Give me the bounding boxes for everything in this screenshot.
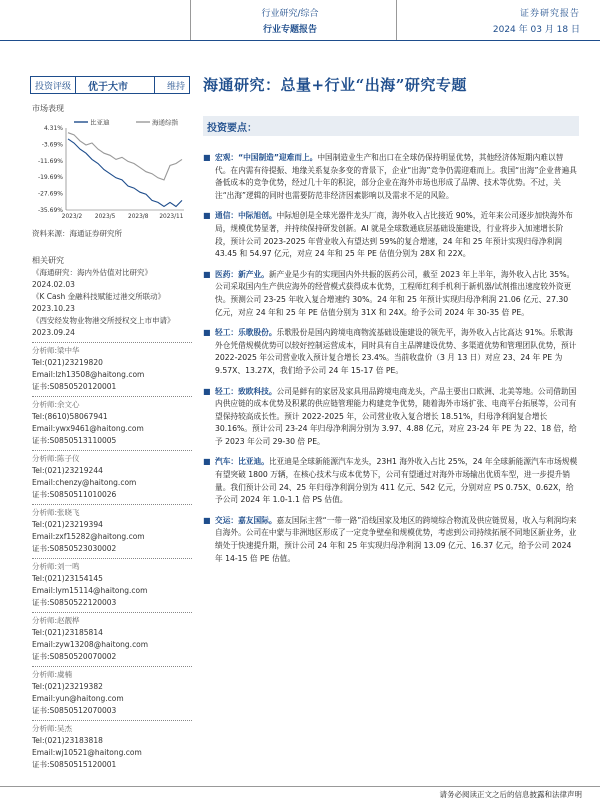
series-line-byd bbox=[68, 139, 182, 207]
legend-label: 比亚迪 bbox=[90, 118, 110, 127]
bullet-lead: 交运：嘉友国际。 bbox=[215, 515, 277, 525]
analyst-tel: Tel:(021)23185814 bbox=[32, 628, 103, 637]
bullet-marker: ■ bbox=[203, 153, 211, 162]
analyst-name: 分析师:刘一鸣 bbox=[32, 562, 80, 571]
y-tick-label: -35.69% bbox=[37, 207, 63, 214]
bullet-item bbox=[203, 515, 578, 565]
related-item[interactable] bbox=[32, 267, 192, 291]
related-date: 2023.09.24 bbox=[32, 328, 75, 337]
bullet-marker: ■ bbox=[203, 328, 211, 338]
bullet-item bbox=[203, 327, 578, 377]
bullet-marker: ■ bbox=[203, 211, 211, 221]
bullet-item bbox=[203, 152, 578, 202]
bullet-text: 中国制造业生产和出口在全球仍保持明显优势，其他经济体短期内难以替代。在内需有待提振、地缘关系复杂多变的背景下，企业“出海”竞争仍需迎难而上。我国“出海”企业普遍具备低成本的竞争优势，经过几十年的积淀，部分企业在海外市场也形成了品牌、技术等优势。不过，关注“出海”逻辑的同时也需要防范非经济因素影响以及需求不足的风险。 bbox=[215, 153, 577, 200]
header-brand: 证券研究报告 bbox=[519, 9, 580, 19]
x-tick-label: 2023/8 bbox=[128, 214, 149, 220]
analyst-block bbox=[32, 507, 192, 555]
chart-source: 资料来源：海通证券研究所 bbox=[32, 229, 122, 238]
analyst-email[interactable]: Email:zxf15282@haitong.com bbox=[32, 532, 145, 541]
analyst-separator bbox=[32, 612, 192, 613]
footer-disclaimer: 请务必阅读正文之后的信息披露和法律声明 bbox=[439, 790, 582, 799]
analyst-email[interactable]: Email:yun@haitong.com bbox=[32, 694, 124, 703]
bullet-lead: 通信：中际旭创。 bbox=[215, 211, 277, 221]
market-chart bbox=[32, 118, 192, 226]
analyst-name: 分析师:张晓飞 bbox=[32, 508, 80, 517]
analyst-tel: Tel:(021)23219394 bbox=[32, 520, 103, 529]
analyst-block bbox=[32, 669, 192, 717]
analyst-tel: Tel:(021)23183818 bbox=[32, 736, 103, 745]
y-tick-label: -19.69% bbox=[37, 174, 63, 182]
analyst-cert: 证书:S0850511010026 bbox=[32, 490, 117, 499]
header-date: 2024 年 03 月 18 日 bbox=[492, 25, 580, 35]
bullet-lead: 汽车：比亚迪。 bbox=[215, 457, 269, 467]
analyst-block bbox=[32, 399, 192, 447]
bullet-marker: ■ bbox=[203, 457, 211, 467]
bullet-list bbox=[203, 152, 578, 573]
related-title[interactable]: 《海通研究：海内外估值对比研究》 bbox=[32, 268, 152, 277]
analyst-email[interactable]: Email:chenzy@haitong.com bbox=[32, 478, 137, 487]
analyst-name: 分析师:吴杰 bbox=[32, 724, 73, 733]
analyst-cert: 证书:S0850520070002 bbox=[32, 652, 117, 661]
analyst-name: 分析师:虞楠 bbox=[32, 670, 73, 679]
analyst-block bbox=[32, 723, 192, 771]
y-tick-label: -27.69% bbox=[37, 190, 63, 198]
bullet-lead: 医药：新产业。 bbox=[215, 269, 269, 279]
bullet-text: 嘉友国际主营“一带一路”沿线国家及地区的跨境综合物流及供应链贸易，收入与利润均来自海外。公司在中蒙与非洲地区形成了一定竞争壁垒和规模优势，考虑到公司持续拓展不同地区新业务，业绩处于快速提升期，预计公司 24 年和 25 年实现归母净利润 13.09 亿元、16.37 亿元，给予公司 2024 年 14-15 倍 PE 估值。 bbox=[215, 515, 577, 563]
y-tick-label: -11.69% bbox=[37, 157, 63, 165]
analyst-email[interactable]: Email:wj10521@haitong.com bbox=[32, 748, 142, 757]
bullet-item bbox=[203, 210, 578, 260]
y-tick-label: 4.31% bbox=[43, 125, 63, 132]
bullet-text: 乐歌股份是国内跨境电商物流基础设施建设的领先平，海外收入占比高达 91%。乐歌海外仓凭借规模优势可以较好控制运营成本，同时具有自主品牌建设优势、多渠道优势和管理团队优势，预计 2022-2025 年公司营业收入预计复合增长 23.4%。当前收盘价（3 月 13 日）对应 23、24 年 PE 为 9.57X、13.27X，我们给予公司 24 年 15-17 倍 PE。 bbox=[215, 328, 577, 375]
analyst-tel: Tel:(8610)58067941 bbox=[32, 412, 108, 421]
analyst-email[interactable]: Email:lym15114@haitong.com bbox=[32, 586, 148, 595]
footer-rule bbox=[0, 786, 600, 787]
analyst-separator bbox=[32, 720, 192, 721]
analyst-separator bbox=[32, 342, 192, 343]
bullet-marker: ■ bbox=[203, 269, 211, 279]
bullet-marker: ■ bbox=[203, 386, 211, 396]
x-tick-label: 2023/5 bbox=[94, 214, 116, 220]
analyst-separator bbox=[32, 396, 192, 397]
analyst-block bbox=[32, 615, 192, 663]
market-label: 市场表现 bbox=[32, 104, 64, 113]
legend-label: 海通综指 bbox=[152, 118, 178, 127]
header-divider-right bbox=[396, 0, 397, 40]
analyst-separator bbox=[32, 504, 192, 505]
analyst-email[interactable]: Email:zyw13208@haitong.com bbox=[32, 640, 149, 649]
analyst-name: 分析师:梁中华 bbox=[32, 346, 80, 355]
analyst-cert: 证书:S0850515120001 bbox=[32, 760, 117, 769]
section-header bbox=[203, 116, 579, 136]
header-divider-left bbox=[190, 0, 191, 40]
bullet-item bbox=[203, 386, 578, 449]
bullet-marker: ■ bbox=[203, 515, 211, 525]
related-date: 2024.02.03 bbox=[32, 280, 75, 289]
related-title[interactable]: 《K Cash 金融科技赋能过港交所联动》 bbox=[32, 292, 166, 301]
y-tick-label: -3.69% bbox=[41, 141, 63, 149]
related-item[interactable] bbox=[32, 291, 192, 315]
analyst-tel: Tel:(021)23154145 bbox=[32, 574, 103, 583]
sidebar bbox=[32, 267, 192, 771]
series-line-index bbox=[68, 133, 182, 180]
rating-action: 维持 bbox=[166, 81, 185, 92]
header-rule bbox=[0, 40, 600, 41]
related-label: 相关研究 bbox=[32, 256, 64, 265]
bullet-item bbox=[203, 456, 578, 506]
bullet-text: 公司是鲜有的家居及家具用品跨境电商龙头，产品主要出口欧洲、北美等地。公司借助国内供应链的成本优势及积累的供应链管理能力构建竞争优势，随着海外市场扩张、电商平台拓展等，公司有望保持较高成长性。预计 2022-2025 年，公司营业收入复合增长 18.51%，归母净利润复合增长 30.16%。预计公司 23-24 年归母净利润分别为 3.97、4.88 亿元，对应 23-24 年 PE 为 22、18 倍，给予 2023 年公司 29-30 倍 PE。 bbox=[215, 386, 577, 446]
rating-label: 投资评级 bbox=[35, 81, 72, 92]
analyst-cert: 证书:S0850512070003 bbox=[32, 706, 117, 715]
analyst-cert: 证书:S0850522120003 bbox=[32, 598, 117, 607]
analyst-cert: 证书:S0850520120001 bbox=[32, 382, 117, 391]
bullet-lead: 宏观：“中国制造”迎难而上。 bbox=[215, 153, 318, 162]
analyst-block bbox=[32, 345, 192, 393]
rating-box bbox=[30, 76, 190, 94]
related-item[interactable] bbox=[32, 315, 192, 339]
x-tick-label: 2023/11 bbox=[159, 214, 184, 220]
analyst-separator bbox=[32, 558, 192, 559]
header-category: 行业研究/综合 bbox=[261, 9, 319, 19]
related-date: 2023.10.23 bbox=[32, 304, 75, 313]
analyst-tel: Tel:(021)23219820 bbox=[32, 358, 103, 367]
analyst-block bbox=[32, 561, 192, 609]
analyst-name: 分析师:陈子仪 bbox=[32, 454, 80, 463]
x-tick-label: 2023/2 bbox=[61, 214, 83, 220]
bullet-text: 新产业是少有的实现国内外共振的医药公司，截至 2023 年上半年，海外收入占比 35%。公司采取国内生产供应海外的经营模式获得成本优势，工程师红利手机利于新机器/试剂推出速度较外资更快。预测公司 23-25 年收入复合增速约 30%。24 年和 25 年预计实现归母净利润 21.06 亿元、27.30 亿元，对应 24 年和 25 年 PE 估值分别为 31X 和 24X。给予公司 2024 年 30-35 倍 PE。 bbox=[215, 269, 575, 317]
analyst-email[interactable]: Email:lzh13508@haitong.com bbox=[32, 370, 145, 379]
analyst-tel: Tel:(021)23219382 bbox=[32, 682, 103, 691]
analyst-cert: 证书:S0850513110005 bbox=[32, 436, 117, 445]
bullet-text: 中际旭创是全球光器件龙头厂商，海外收入占比接近 90%，近年来公司逐步加快海外布局，规模优势显著，并持续保持研发创新。AI 就是全球数通底层基础设施建设，行业将步入加速增长阶段，预计公司 2023-2025 年营业收入有望达到 59%的复合增速，24 年和 25 年预计实现归母净利润 43.45 和 54.97 亿元，对应 24 年和 25 年 PE 估值分别为 28X 和 22X。 bbox=[215, 211, 573, 259]
analyst-email[interactable]: Email:ywx9461@haitong.com bbox=[32, 424, 144, 433]
analyst-name: 分析师:赵靓桦 bbox=[32, 616, 80, 625]
analyst-name: 分析师:余文心 bbox=[32, 400, 80, 409]
bullet-text: 比亚迪是全球新能源汽车龙头，23H1 海外收入占比 25%，24 年全球新能源汽车市场规模有望突破 1800 万辆，在核心技术与成本优势下，公司有望通过对海外市场输出优质车型，进一步提升销量。我们预计公司 24、25 年归母净利润分别为 411 亿元、542 亿元，分别对应 PS 0.75X、0.62X，给予公司 2024 年 1.0-1.1 倍 PS 估值。 bbox=[215, 457, 578, 505]
analyst-cert: 证书:S0850523030002 bbox=[32, 544, 117, 553]
bullet-item bbox=[203, 269, 578, 319]
rating-value: 优于大市 bbox=[88, 81, 129, 93]
analyst-tel: Tel:(021)23219244 bbox=[32, 466, 103, 475]
analyst-separator bbox=[32, 666, 192, 667]
header-subcategory: 行业专题报告 bbox=[262, 25, 317, 35]
bullet-lead: 轻工：乐歌股份。 bbox=[215, 328, 277, 338]
analyst-block bbox=[32, 453, 192, 501]
report-title: 海通研究：总量+行业“出海”研究专题 bbox=[203, 76, 467, 94]
analyst-separator bbox=[32, 450, 192, 451]
related-title[interactable]: 《西安经发物业物港交所授权交上市申请》 bbox=[32, 316, 175, 325]
section-title: 投资要点： bbox=[207, 123, 257, 134]
bullet-lead: 轻工：致欧科技。 bbox=[215, 386, 277, 396]
